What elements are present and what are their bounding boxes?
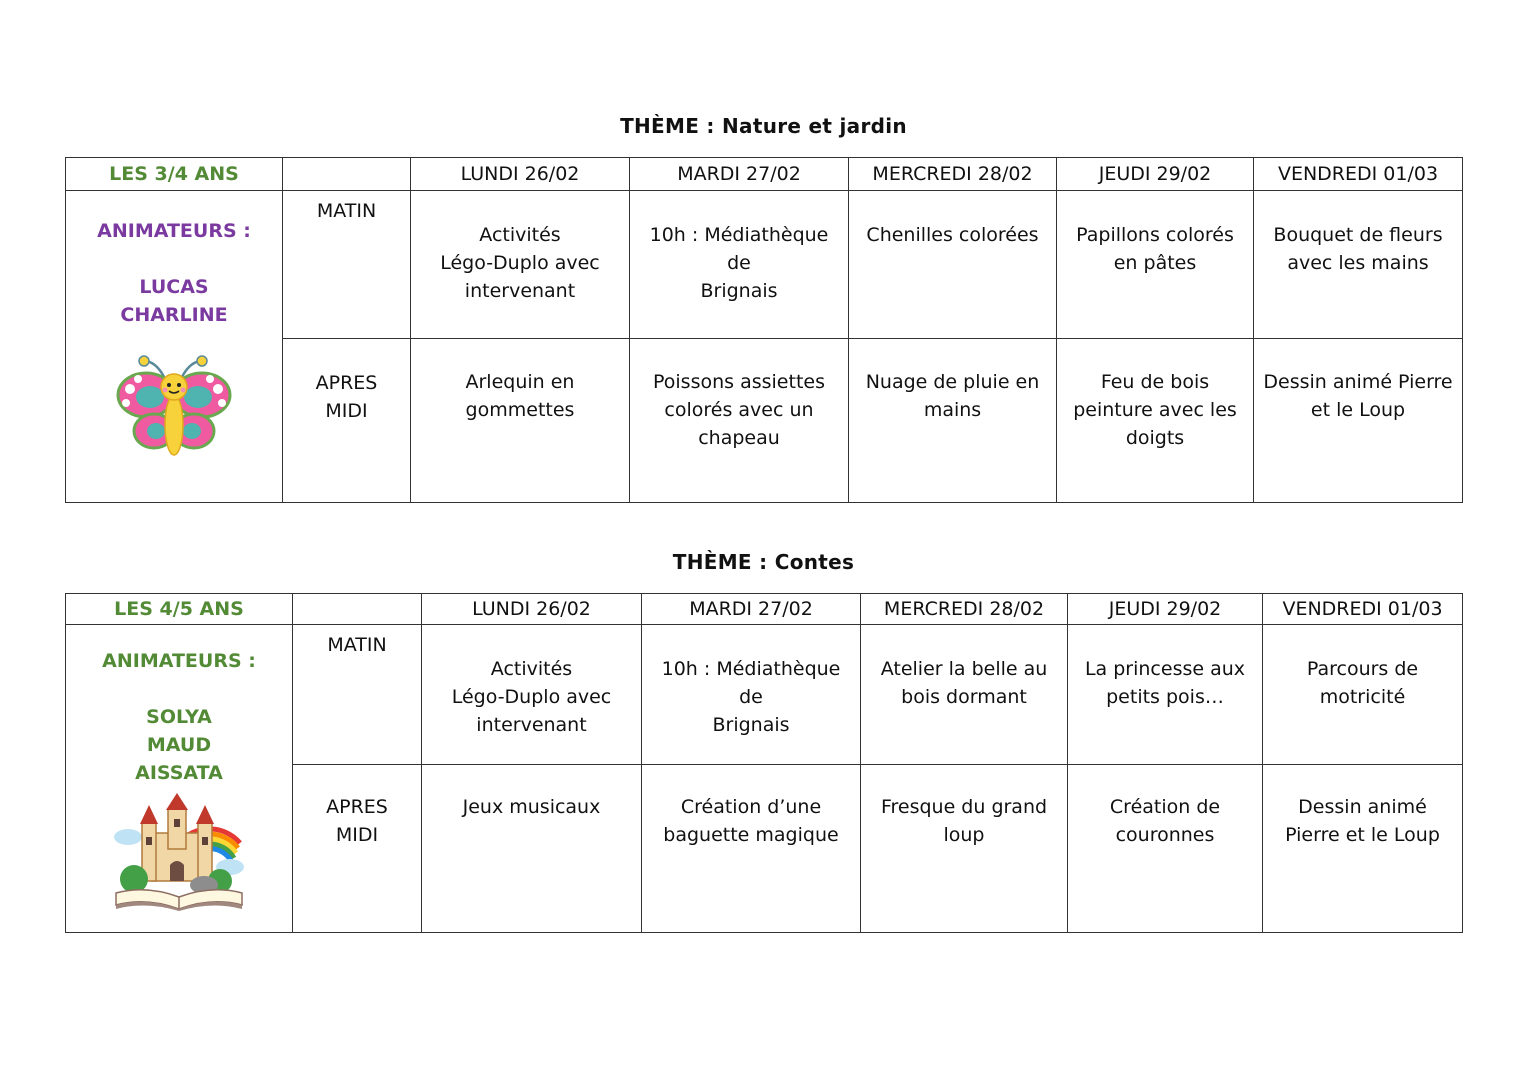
activity-cell: Jeux musicaux <box>422 765 642 933</box>
age-group-label: LES 4/5 ANS <box>66 594 293 625</box>
day-header: JEUDI 29/02 <box>1068 594 1263 625</box>
animators-cell <box>66 625 293 933</box>
activity-cell: Atelier la belle au bois dormant <box>861 625 1068 765</box>
empty-header-cell <box>293 594 422 625</box>
animators-title: ANIMATEURS : <box>97 220 251 242</box>
day-header: MARDI 27/02 <box>642 594 861 625</box>
header-row <box>66 158 1463 191</box>
theme-title-1: THÈME : Nature et jardin <box>620 114 907 138</box>
day-header: MERCREDI 28/02 <box>849 158 1057 191</box>
day-header: JEUDI 29/02 <box>1057 158 1254 191</box>
day-header: LUNDI 26/02 <box>411 158 630 191</box>
activity-cell: Activités Légo-Duplo avec intervenant <box>422 625 642 765</box>
activity-cell: Feu de bois peinture avec les doigts <box>1057 339 1254 503</box>
activity-cell: Poissons assiettes colorés avec un chapeau <box>630 339 849 503</box>
morning-row <box>66 191 1463 339</box>
day-header: VENDREDI 01/03 <box>1263 594 1463 625</box>
animator-name: SOLYA <box>146 706 212 728</box>
day-header: LUNDI 26/02 <box>422 594 642 625</box>
day-header: MARDI 27/02 <box>630 158 849 191</box>
butterfly-icon <box>72 353 276 463</box>
activity-cell: 10h : Médiathèque de Brignais <box>642 625 861 765</box>
age-group-label: LES 3/4 ANS <box>66 158 283 191</box>
day-header: VENDREDI 01/03 <box>1254 158 1463 191</box>
activity-cell: 10h : Médiathèque de Brignais <box>630 191 849 339</box>
animator-name: CHARLINE <box>120 304 228 326</box>
header-row <box>66 594 1463 625</box>
schedule-table-2 <box>65 593 1463 933</box>
slot-label-morning: MATIN <box>283 191 411 339</box>
activity-cell: Dessin animé Pierre et le Loup <box>1254 339 1463 503</box>
animator-name: LUCAS <box>139 276 209 298</box>
activity-cell: Arlequin en gommettes <box>411 339 630 503</box>
activity-cell: Chenilles colorées <box>849 191 1057 339</box>
animators-title: ANIMATEURS : <box>102 650 256 672</box>
slot-label-morning: MATIN <box>293 625 422 765</box>
slot-label-afternoon: APRES MIDI <box>293 765 422 933</box>
animator-name: MAUD <box>146 734 212 756</box>
activity-cell: La princesse aux petits pois… <box>1068 625 1263 765</box>
activity-cell: Dessin animé Pierre et le Loup <box>1263 765 1463 933</box>
activity-cell: Création de couronnes <box>1068 765 1263 933</box>
slot-label-afternoon: APRES MIDI <box>283 339 411 503</box>
empty-header-cell <box>283 158 411 191</box>
animator-name: AISSATA <box>135 762 223 784</box>
animators-cell <box>66 191 283 503</box>
activity-cell: Fresque du grand loup <box>861 765 1068 933</box>
activity-cell: Activités Légo-Duplo avec intervenant <box>411 191 630 339</box>
day-header: MERCREDI 28/02 <box>861 594 1068 625</box>
activity-cell: Nuage de pluie en mains <box>849 339 1057 503</box>
schedule-table-1 <box>65 157 1463 503</box>
activity-cell: Bouquet de fleurs avec les mains <box>1254 191 1463 339</box>
fairytale-castle-book-icon <box>72 793 286 911</box>
activity-cell: Parcours de motricité <box>1263 625 1463 765</box>
theme-title-2: THÈME : Contes <box>672 550 855 574</box>
activity-cell: Papillons colorés en pâtes <box>1057 191 1254 339</box>
morning-row <box>66 625 1463 765</box>
activity-cell: Création d’une baguette magique <box>642 765 861 933</box>
